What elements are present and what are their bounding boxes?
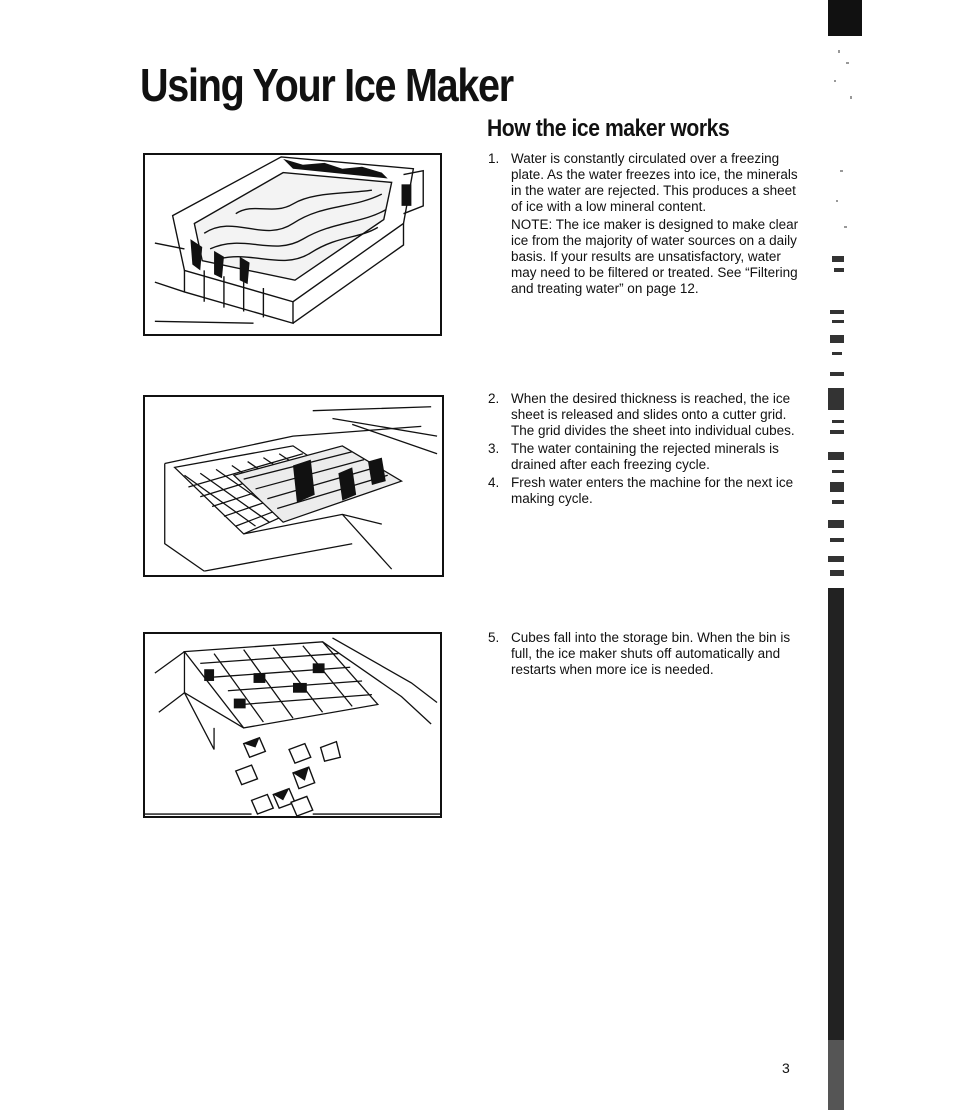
- page-title: Using Your Ice Maker: [140, 59, 513, 111]
- steps-group-1: [488, 151, 800, 297]
- step-item: [488, 630, 800, 678]
- step-number: 4.: [488, 475, 500, 490]
- cutter-grid-illustration: [143, 395, 444, 577]
- step-number: 1.: [488, 151, 500, 166]
- storage-bin-illustration: [143, 632, 442, 818]
- step-text: When the desired thickness is reached, the ice sheet is released and slides onto a cutter grid. The grid divides the sheet into individual cubes.: [511, 391, 795, 438]
- step-number: 5.: [488, 630, 500, 645]
- step-text: The water containing the rejected minerals is drained after each freezing cycle.: [511, 441, 779, 472]
- step-item: [488, 475, 800, 507]
- step-item: [488, 151, 800, 215]
- note-label: NOTE:: [511, 217, 553, 232]
- step-item: [488, 391, 800, 439]
- step-number: 2.: [488, 391, 500, 406]
- step-number: 3.: [488, 441, 500, 456]
- step-text: Cubes fall into the storage bin. When the bin is full, the ice maker shuts off automatically and restarts when more ice is needed.: [511, 630, 791, 677]
- freezing-plate-illustration: [143, 153, 442, 336]
- section-heading: How the ice maker works: [487, 115, 730, 142]
- note-text: The ice maker is designed to make clear ice from the majority of water sources on a daily basis. If your results are unsatisfactory, water may need to be filtered or treated. See “Filtering and treating water” on page 12.: [511, 217, 799, 296]
- page-edge-scan-artifact: [822, 0, 954, 1110]
- step-item: [488, 441, 800, 473]
- note: [511, 217, 800, 297]
- steps-group-2: [488, 391, 800, 509]
- step-text: Water is constantly circulated over a freezing plate. As the water freezes into ice, the minerals in the water are rejected. This produces a sheet of ice with a low mineral content.: [511, 151, 798, 214]
- steps-group-3: [488, 630, 800, 680]
- step-text: Fresh water enters the machine for the next ice making cycle.: [511, 475, 794, 506]
- page-number: 3: [782, 1060, 790, 1076]
